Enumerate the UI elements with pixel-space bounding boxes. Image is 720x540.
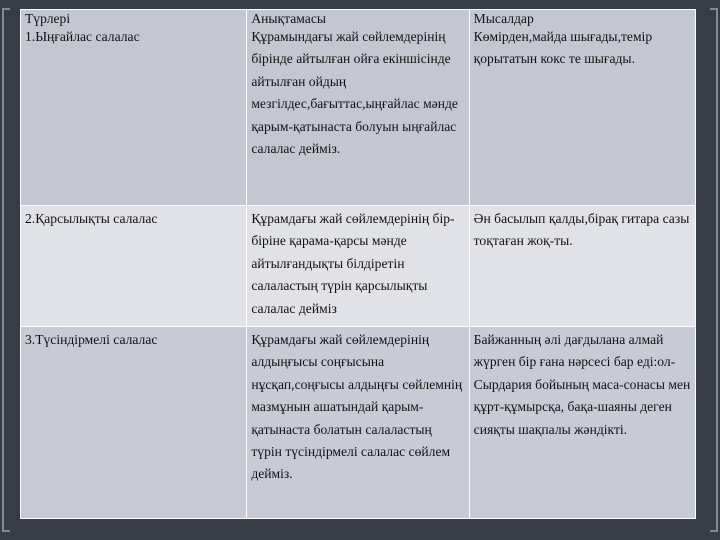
right-bracket-decoration — [710, 8, 718, 532]
left-bracket-decoration — [2, 8, 10, 532]
row-definition-text: Құрамдағы жай сөйлемдерінің бір-біріне қарама-қарсы мәнде айтылғандықты білдіретін салаластың түрін қарсылықты салалас дейміз — [247, 206, 469, 327]
sentence-types-table — [20, 9, 696, 519]
types-column-header: Түрлері — [25, 11, 71, 26]
row-definition-text: Құрамындағы жай сөйлемдерінің бірінде айтылған ойға екіншісінде айтылған ойдың мезгілдес,бағыттас,ыңғайлас мәнде қарым-қатынаста болуын ыңғайлас салалас дейміз. — [251, 29, 458, 157]
definition-column-cell — [247, 10, 469, 206]
example-column-cell — [469, 10, 695, 206]
row-example-text: Көмірден,майда шығады,темір қорытатын кокс те шығады. — [473, 29, 653, 67]
table-row — [21, 327, 696, 519]
types-column-cell — [21, 10, 247, 206]
row-type-label: 2.Қарсылықты салалас — [21, 206, 247, 327]
example-column-header: Мысалдар — [473, 11, 534, 26]
table-row — [21, 206, 696, 327]
row-type-label: 3.Түсіндірмелі салалас — [21, 327, 247, 519]
row-example-text: Байжанның әлі дағдылана алмай жүрген бір ғана нәрсесі бар еді:ол-Сырдария бойының маса-сонасы мен құрт-құмырсқа, бақа-шаяны деген сияқты шақпалы жәндікті. — [469, 327, 695, 519]
row-definition-text: Құрамдағы жай сөйлемдерінің алдыңғысы соңғысына нұсқап,соңғысы алдыңғы сөйлемнің мазмұнын ашатындай қарым-қатынаста болатын салаластың түрін түсіндірмелі салалас сөйлем дейміз. — [247, 327, 469, 519]
definition-column-header: Анықтамасы — [251, 11, 327, 26]
table-row — [21, 10, 696, 206]
row-example-text: Ән басылып қалды,бірақ гитара сазы тоқтаған жоқ-ты. — [469, 206, 695, 327]
row-type-label: 1.Ыңғайлас салалас — [25, 29, 140, 44]
